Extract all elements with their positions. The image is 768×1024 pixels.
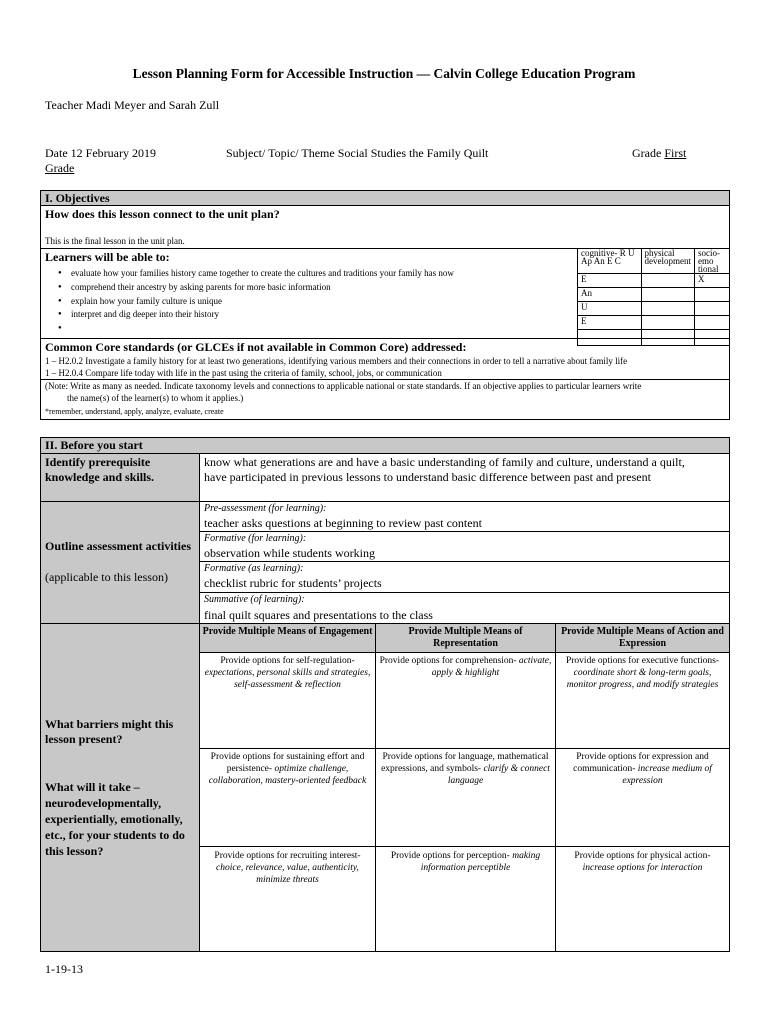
- divider: [199, 592, 729, 593]
- note-line: (Note: Write as many as needed. Indicate taxonomy levels and connections to applicable national or state standards. If an objective applies to particular learners write: [45, 381, 642, 391]
- grade-line: [632, 146, 686, 161]
- udl-header-action: Provide Multiple Means of Action and Expression: [561, 626, 724, 649]
- udl-plain: Provide options for physical action-: [574, 851, 711, 861]
- subject-line: Subject/ Topic/ Theme Social Studies the Family Quilt: [226, 146, 489, 160]
- before-header: II. Before you start: [41, 438, 729, 454]
- udl-italic: choice, relevance, value, authenticity, minimize threats: [216, 863, 359, 885]
- left-label-column: [41, 454, 199, 951]
- udl-header-engagement: Provide Multiple Means of Engagement: [202, 626, 373, 637]
- objective-bullet: ● explain how your family culture is unique: [71, 296, 222, 306]
- objective-bullet: ● comprehend their ancestry by asking parents for more basic information: [71, 282, 331, 292]
- taxonomy-note: *remember, understand, apply, analyze, evaluate, create: [45, 407, 224, 416]
- standard-item: 1 – H2.0.2 Investigate a family history for at least two generations, identifying various members and their connections in order to tell a narrative about family life: [45, 356, 628, 366]
- divider: [41, 379, 729, 380]
- udl-plain: Provide options for self-regulation-: [220, 656, 355, 666]
- date-line: Date 12 February 2019: [45, 146, 156, 160]
- divider: [375, 624, 376, 951]
- udl-plain: Provide options for comprehension-: [379, 656, 517, 666]
- footer-version: 1-19-13: [45, 962, 83, 976]
- barriers-label: What barriers might this lesson present?: [45, 717, 174, 746]
- unit-plan-question: How does this lesson connect to the unit plan?: [45, 207, 280, 221]
- before-you-start-section: [40, 437, 730, 952]
- prereq-text: have participated in previous lessons to understand basic difference between past and present: [204, 470, 651, 484]
- note-line: the name(s) of the learner(s) to whom it applies.): [67, 393, 244, 403]
- udl-plain: Provide options for recruiting interest-: [214, 851, 361, 861]
- grid-header-socio: socio-emo tional: [695, 249, 730, 274]
- udl-italic: making information perceptible: [420, 851, 541, 873]
- grid-cell: [695, 302, 730, 316]
- standard-item: 1 – H2.0.4 Compare life today with life in the past using the criteria of family, school, jobs, or communication: [45, 368, 442, 378]
- divider: [199, 561, 729, 562]
- grid-cell: E: [578, 316, 642, 330]
- udl-plain: Provide options for sustaining effort and persistence-: [210, 752, 365, 774]
- unit-plan-answer: This is the final lesson in the unit plan.: [45, 236, 185, 246]
- grid-cell: E: [578, 274, 642, 288]
- udl-cell: [558, 850, 727, 874]
- assessment-label: Outline assessment activities: [45, 539, 191, 553]
- objectives-header: I. Objectives: [41, 191, 729, 206]
- grid-cell: An: [578, 288, 642, 302]
- divider: [41, 338, 729, 339]
- grid-header-cognitive: cognitive- R U Ap An E C: [578, 249, 642, 274]
- assessment-type: Summative (of learning):: [204, 594, 305, 605]
- prereq-text: know what generations are and have a basic understanding of family and culture, understand a quilt,: [204, 455, 685, 469]
- learners-heading: Learners will be able to:: [45, 250, 170, 264]
- taxonomy-grid: [577, 248, 730, 346]
- udl-cell: [202, 850, 373, 886]
- grade-value-continued: Grade: [45, 161, 75, 175]
- udl-plain: Provide options for perception-: [390, 851, 510, 861]
- grid-cell: [695, 316, 730, 330]
- divider: [199, 748, 729, 749]
- objectives-section: [40, 190, 730, 420]
- udl-italic: increase options for interaction: [582, 863, 703, 873]
- assessment-type: Formative (as learning):: [204, 563, 304, 574]
- grid-cell: U: [578, 302, 642, 316]
- assessment-type: Pre-assessment (for learning):: [204, 503, 327, 514]
- udl-cell: [202, 751, 373, 787]
- objective-bullet: ● evaluate how your families history came together to create the cultures and traditions your family has now: [71, 268, 454, 278]
- assessment-text: teacher asks questions at beginning to review past content: [204, 516, 482, 530]
- prereq-label: Identify prerequisite knowledge and skills.: [45, 455, 155, 484]
- udl-cell: [558, 751, 727, 787]
- udl-italic: expectations, personal skills and strategies, self-assessment & reflection: [204, 668, 371, 690]
- divider: [199, 846, 729, 847]
- grid-header-physical: physical development: [641, 249, 694, 274]
- grid-cell: [641, 316, 694, 330]
- grid-cell: [641, 288, 694, 302]
- udl-cell: [378, 751, 553, 787]
- udl-italic: clarify & connect language: [447, 764, 550, 786]
- form-title: Lesson Planning Form for Accessible Instruction — Calvin College Education Program: [132, 66, 636, 81]
- grid-cell: [641, 302, 694, 316]
- assessment-type: Formative (for learning):: [204, 533, 307, 544]
- udl-header-representation: Provide Multiple Means of Representation: [408, 626, 523, 649]
- divider: [199, 531, 729, 532]
- objective-bullet: ● interpret and dig deeper into their history: [71, 309, 219, 319]
- udl-italic: activate, apply & highlight: [431, 656, 552, 678]
- what-it-takes-label: What will it take – neurodevelopmentally, experientially, emotionally, etc., for your students to do this lesson?: [45, 780, 185, 858]
- udl-cell: [378, 655, 553, 679]
- udl-plain: Provide options for expression and communication-: [573, 752, 709, 774]
- grid-cell: X: [695, 274, 730, 288]
- assessment-sublabel: (applicable to this lesson): [45, 570, 168, 584]
- assessment-text: final quilt squares and presentations to the class: [204, 608, 433, 622]
- teacher-line: Teacher Madi Meyer and Sarah Zull: [45, 98, 220, 112]
- divider: [41, 501, 729, 502]
- divider: [199, 454, 200, 951]
- udl-plain: Provide options for language, mathematical expressions, and symbols-: [381, 752, 549, 774]
- grid-cell: [641, 274, 694, 288]
- grade-value: First: [664, 146, 687, 160]
- udl-italic: increase medium of expression: [622, 764, 712, 786]
- udl-cell: [378, 850, 553, 874]
- grade-label: Grade: [632, 146, 665, 160]
- grid-cell: [695, 288, 730, 302]
- assessment-text: checklist rubric for students’ projects: [204, 576, 382, 590]
- assessment-text: observation while students working: [204, 546, 375, 560]
- divider: [555, 624, 556, 951]
- udl-plain: Provide options for executive functions-: [565, 656, 720, 666]
- udl-italic: coordinate short & long-term goals, monitor progress, and modify strategies: [566, 668, 719, 690]
- udl-cell: [202, 655, 373, 691]
- standards-heading: Common Core standards (or GLCEs if not available in Common Core) addressed:: [45, 340, 467, 354]
- divider: [199, 652, 729, 653]
- udl-cell: [558, 655, 727, 691]
- udl-italic: optimize challenge, collaboration, mastery-oriented feedback: [208, 764, 367, 786]
